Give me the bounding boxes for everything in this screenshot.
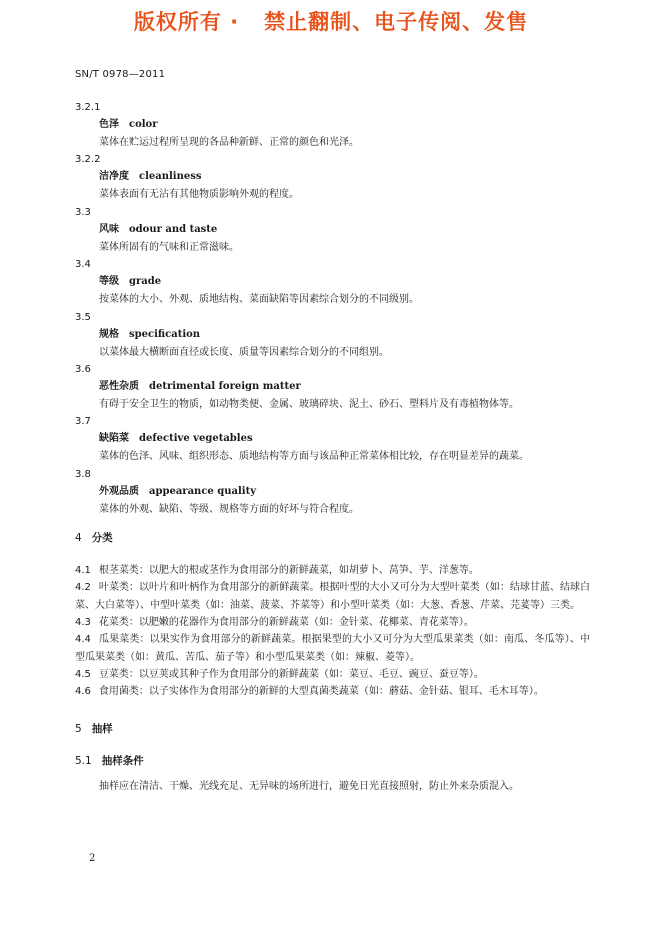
term-en: grade xyxy=(129,276,162,288)
definition-term xyxy=(99,378,590,396)
term-en: appearance quality xyxy=(149,485,257,497)
section-number: 4 xyxy=(75,532,82,545)
term-en: detrimental foreign matter xyxy=(149,380,301,392)
definition-number: 3.4 xyxy=(75,259,91,271)
definition-term xyxy=(99,221,590,239)
term-zh: 等级 xyxy=(99,276,119,288)
definition-description: 菜体所固有的气味和正常滋味。 xyxy=(99,241,239,253)
definition-description: 菜体在贮运过程所呈现的各品种新鲜、正常的颜色和光泽。 xyxy=(99,137,359,148)
section-number: 5 xyxy=(75,722,82,735)
definition-entry xyxy=(75,99,590,151)
page-number: 2 xyxy=(89,853,96,864)
definition-number: 3.8 xyxy=(75,468,91,480)
definition-description: 按菜体的大小、外观、质地结构、菜面缺陷等因素综合划分的不同级别。 xyxy=(99,294,419,306)
definition-number: 3.5 xyxy=(75,311,91,323)
definition-description: 菜体表面有无沾有其他物质影响外观的程度。 xyxy=(99,189,299,201)
item-number: 4.1 xyxy=(75,565,91,577)
subsection-title: 抽样条件 xyxy=(101,754,144,767)
definition-entry xyxy=(75,361,590,413)
term-en: specification xyxy=(129,328,201,340)
item-text: 根茎菜类：以肥大的根或茎作为食用部分的新鲜蔬菜，如胡萝卜、莴笋、芋、洋葱等。 xyxy=(98,565,479,577)
definition-description: 菜体的色泽、风味、组织形态、质地结构等方面与该品种正常菜体相比较，存在明显差异的蔬菜。 xyxy=(99,451,529,463)
definition-number: 3.2.1 xyxy=(75,102,101,113)
definition-term xyxy=(99,168,590,186)
term-zh: 外观品质 xyxy=(99,485,139,497)
definition-number: 3.6 xyxy=(75,363,91,375)
definition-entry xyxy=(75,204,590,256)
term-zh: 风味 xyxy=(99,223,119,235)
definition-entry xyxy=(75,466,590,518)
definition-term xyxy=(99,430,590,448)
item-text: 瓜果菜类：以果实作为食用部分的新鲜蔬菜。根据果型的大小又可分为大型瓜果菜类（如：南瓜、冬瓜等）、中型瓜果菜类（如：黄瓜、苦瓜、茄子等）和小型瓜果菜类（如：辣椒、菱等）。 xyxy=(75,634,590,663)
definition-term xyxy=(99,116,590,134)
item-number: 4.2 xyxy=(75,582,91,594)
definition-number: 3.3 xyxy=(75,206,91,218)
classification-item xyxy=(75,579,590,614)
classification-item xyxy=(75,683,590,700)
subsection-number: 5.1 xyxy=(75,754,92,767)
definitions-list xyxy=(75,99,590,518)
definition-description: 有碍于安全卫生的物质，如动物类便、金属、玻璃碎块、泥土、砂石、塑料片及有毒植物体等。 xyxy=(99,398,519,410)
subsection-heading xyxy=(75,753,590,768)
classification-item xyxy=(75,631,590,666)
watermark: 版权所有 · 禁止翻制、电子传阅、发售 xyxy=(133,10,529,34)
term-zh: 缺陷菜 xyxy=(99,433,129,445)
term-zh: 恶性杂质 xyxy=(99,380,139,392)
definition-description: 菜体的外观、缺陷、等级、规格等方面的好坏与符合程度。 xyxy=(99,503,359,515)
item-text: 食用菌类：以子实体作为食用部分的新鲜的大型真菌类蔬菜（如：蘑菇、金针菇、银耳、毛木耳等）。 xyxy=(98,686,544,698)
definition-term xyxy=(99,273,590,291)
section-heading xyxy=(75,721,590,736)
item-text: 豆菜类：以豆荚或其种子作为食用部分的新鲜蔬菜（如：菜豆、毛豆、豌豆、蚕豆等）。 xyxy=(98,668,484,680)
classification-list xyxy=(75,562,590,700)
item-number: 4.3 xyxy=(75,617,91,629)
term-zh: 色泽 xyxy=(99,119,119,130)
definition-term xyxy=(99,326,590,344)
item-text: 叶菜类：以叶片和叶柄作为食用部分的新鲜蔬菜。根据叶型的大小又可分为大型叶菜类（如：结球甘蓝、结球白菜、大白菜等）、中型叶菜类（如：油菜、菠菜、芥菜等）和小型叶菜类（如：大葱、香葱、芹菜、芫荽等）三类。 xyxy=(75,582,590,611)
term-en: defective vegetables xyxy=(139,433,253,445)
section-title: 抽样 xyxy=(91,722,113,735)
classification-item xyxy=(75,562,590,579)
term-zh: 规格 xyxy=(99,328,119,340)
term-en: color xyxy=(129,119,158,130)
definition-description: 以菜体最大横断面直径或长度、质量等因素综合划分的不同组别。 xyxy=(99,346,389,358)
document-id: SN/T 0978—2011 xyxy=(75,69,166,80)
definition-entry xyxy=(75,256,590,308)
page-content xyxy=(75,99,590,795)
item-number: 4.4 xyxy=(75,634,91,646)
section-heading xyxy=(75,530,590,545)
definition-entry xyxy=(75,413,590,465)
definition-entry xyxy=(75,151,590,203)
sampling-conditions-text: 抽样应在清洁、干燥、光线充足、无异味的场所进行，避免日光直接照射，防止外来杂质混入。 xyxy=(99,780,519,792)
section-title: 分类 xyxy=(91,532,113,545)
definition-entry xyxy=(75,309,590,361)
term-zh: 洁净度 xyxy=(99,171,129,183)
item-number: 4.6 xyxy=(75,686,91,698)
term-en: odour and taste xyxy=(129,223,218,235)
definition-number: 3.2.2 xyxy=(75,154,101,166)
item-number: 4.5 xyxy=(75,668,91,680)
item-text: 花菜类：以肥嫩的花器作为食用部分的新鲜蔬菜（如：金针菜、花椰菜、青花菜等）。 xyxy=(98,617,474,629)
definition-term xyxy=(99,483,590,501)
classification-item xyxy=(75,614,590,631)
classification-item xyxy=(75,666,590,683)
definition-number: 3.7 xyxy=(75,416,91,428)
term-en: cleanliness xyxy=(139,171,202,183)
